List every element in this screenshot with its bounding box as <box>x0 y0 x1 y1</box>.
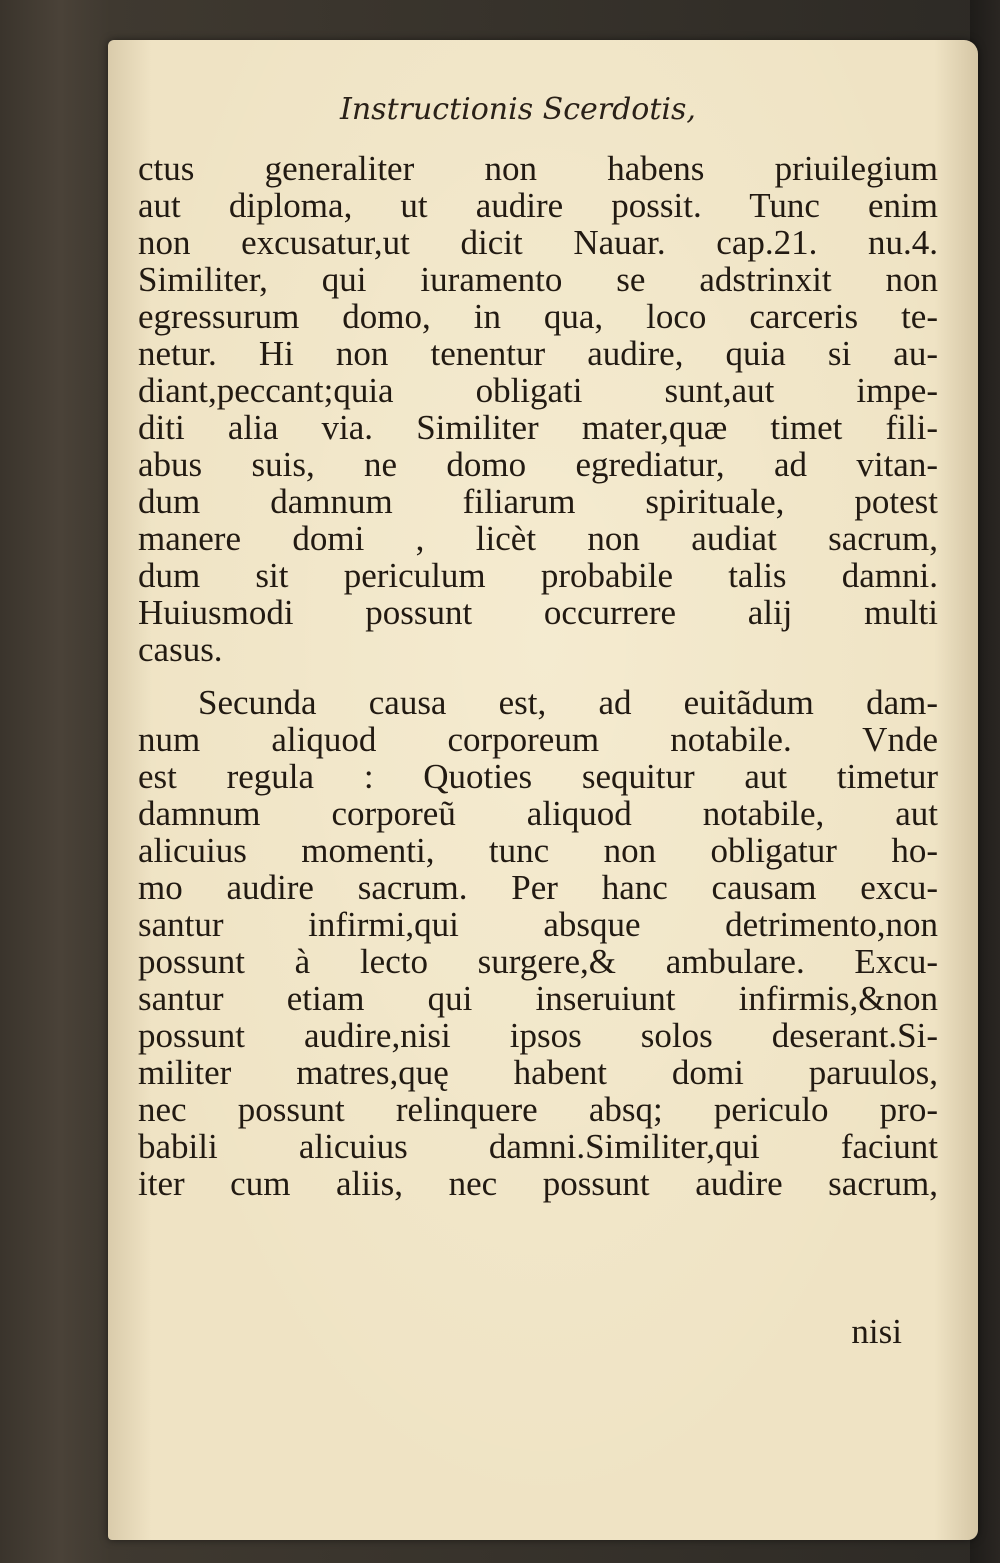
running-head: Instructionis Scerdotis, <box>340 92 696 127</box>
text-line: aut diploma, ut audire possit. Tunc enim <box>138 186 938 225</box>
text-line: abus suis, ne domo egrediatur, ad vitan- <box>138 445 938 484</box>
text-line: diti alia via. Similiter mater,quæ timet fili- <box>138 408 938 447</box>
text-line: ctus generaliter non habens priuilegium <box>138 149 938 188</box>
text-line: Huiusmodi possunt occurrere alij multi <box>138 593 938 632</box>
text-line: militer matres,quę habent domi paruulos, <box>138 1053 938 1092</box>
text-line: possunt audire,nisi ipsos solos deserant.Si- <box>138 1016 938 1055</box>
text-line: damnum corporeũ aliquod notabile, aut <box>138 794 938 833</box>
text-line: iter cum aliis, nec possunt audire sacrum, <box>138 1164 938 1203</box>
text-line: egressurum domo, in qua, loco carceris te- <box>138 297 938 336</box>
text-line: babili alicuius damni.Similiter,qui faciunt <box>138 1127 938 1166</box>
text-line: num aliquod corporeum notabile. Vnde <box>138 720 938 759</box>
text-line: diant,peccant;quia obligati sunt,aut impe- <box>138 371 938 410</box>
catchword: nisi <box>851 1312 902 1351</box>
text-line: dum sit periculum probabile talis damni. <box>138 556 938 595</box>
text-line: manere domi , licèt non audiat sacrum, <box>138 519 938 558</box>
text-line: santur infirmi,qui absque detrimento,non <box>138 905 938 944</box>
text-line: dum damnum filiarum spirituale, potest <box>138 482 938 521</box>
text-line: casus. <box>138 630 223 669</box>
text-line: non excusatur,ut dicit Nauar. cap.21. nu.4. <box>138 223 938 262</box>
text-line: santur etiam qui inseruiunt infirmis,&non <box>138 979 938 1018</box>
text-line: nec possunt relinquere absq; periculo pro- <box>138 1090 938 1129</box>
text-line: Secunda causa est, ad euitãdum dam- <box>198 683 938 722</box>
paragraph-gap <box>138 668 938 684</box>
text-line: Similiter, qui iuramento se adstrinxit non <box>138 260 938 299</box>
text-line: possunt à lecto surgere,& ambulare. Excu- <box>138 942 938 981</box>
text-line: mo audire sacrum. Per hanc causam excu- <box>138 868 938 907</box>
text-line: netur. Hi non tenentur audire, quia si au- <box>138 334 938 373</box>
body-text <box>138 150 938 1202</box>
text-line: alicuius momenti, tunc non obligatur ho- <box>138 831 938 870</box>
text-line: est regula : Quoties sequitur aut timetur <box>138 757 938 796</box>
